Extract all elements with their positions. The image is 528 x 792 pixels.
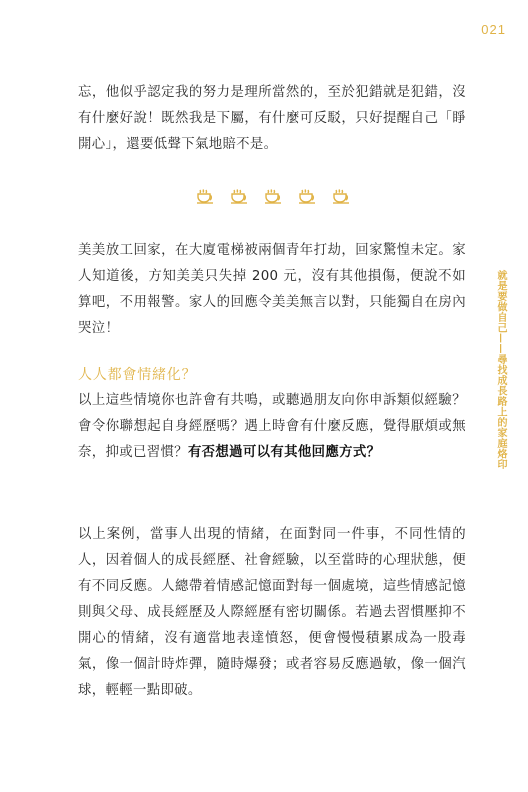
teacup-icon [229,188,251,204]
paragraph: 忘，他似乎認定我的努力是理所當然的，至於犯錯就是犯錯，沒有什麼好說！既然我是下屬，有什麼可反駁，只好提醒自己「睜開心」，還要低聲下氣地賠不是。 [78,85,466,152]
teacup-icon [263,188,285,204]
paragraph: 美美放工回家，在大廈電梯被兩個青年打劫，回家驚惶未定。家人知道後，方知美美只失掉 200 元，沒有其他損傷，便說不如算吧，不用報警。家人的回應令美美無言以對，只能獨自在房內哭泣！ [78,243,466,336]
section-heading: 人人都會情緒化？ [78,367,197,383]
paragraph: 以上案例，當事人出現的情緒，在面對同一件事，不同性情的人，因着個人的成長經歷、社會經驗，以至當時的心理狀態，便有不同反應。人總帶着情感記憶面對每一個處境，這些情感記憶則與父母、成長經歷及人際經歷有密切關係。若過去習慣壓抑不開心的情緒，沒有適當地表達憤怒，便會慢慢積累成為一股毒氣，像一個計時炸彈，隨時爆發；或者容易反應過敏，像一個汽球，輕輕一點即破。 [78,527,466,698]
page-number: 021 [481,22,506,37]
emphasized-question: 有否想過可以有其他回應方式？ [187,445,381,460]
running-header: 就是要做自己——尋找成長路上的家庭烙印 [495,270,506,470]
paragraph-text: 以上這些情境你也許會有共鳴，或聽過朋友向你申訴類似經驗？會令你聯想起自身經歷嗎？遇上時會有什麼反應，覺得厭煩或無奈，抑或已習慣？ [78,393,466,460]
teacup-icon [195,188,217,204]
teacup-icon [331,188,353,204]
section-divider [195,188,353,204]
paragraph [78,388,466,466]
teacup-icon [297,188,319,204]
